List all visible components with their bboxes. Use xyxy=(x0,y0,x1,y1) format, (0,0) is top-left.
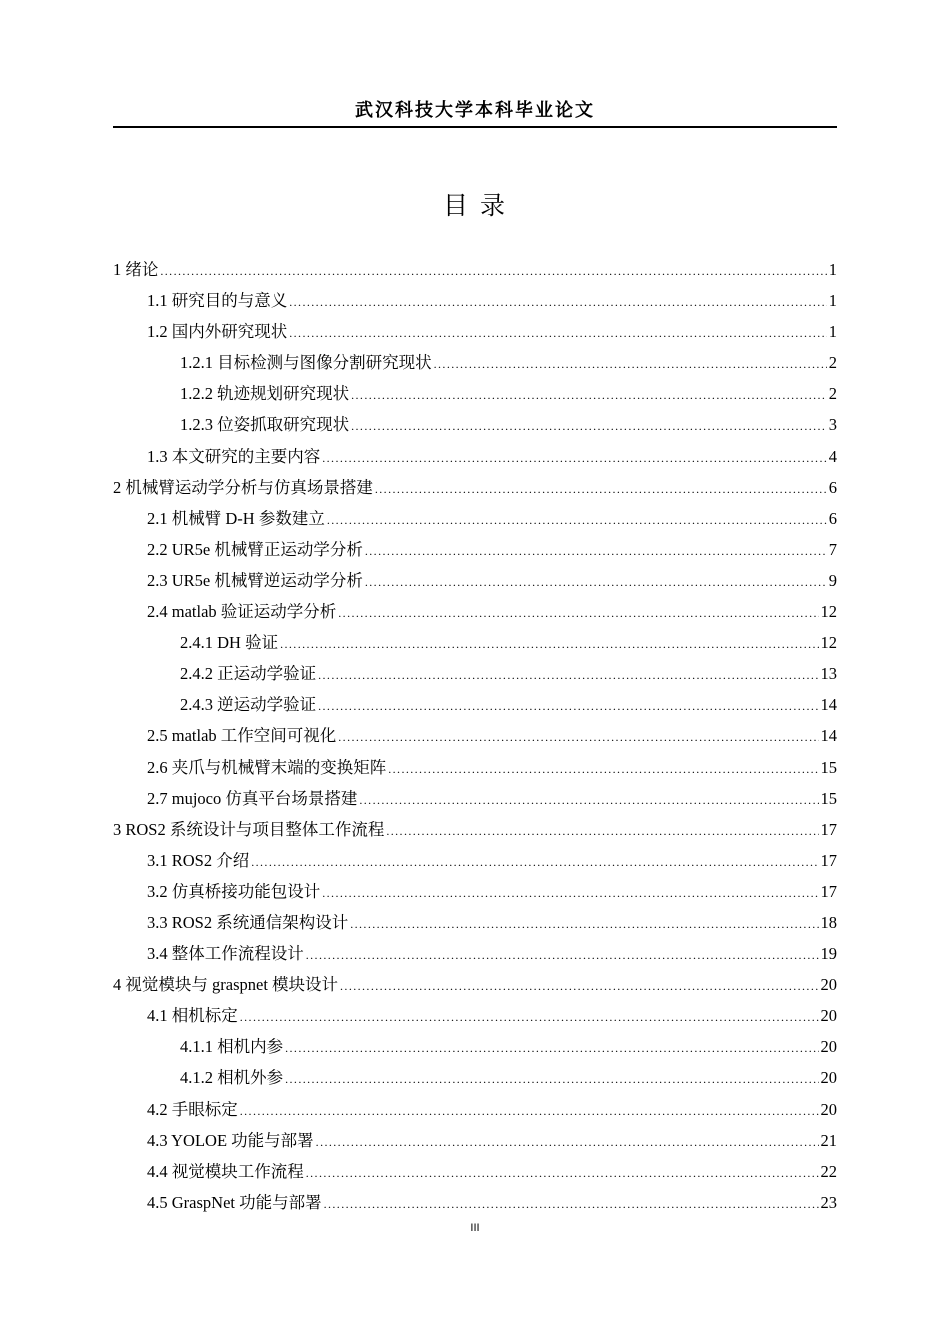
toc-dot-leader xyxy=(338,731,818,743)
toc-dot-leader xyxy=(285,1042,818,1054)
toc-entry-label: 4.2 手眼标定 xyxy=(147,1099,238,1119)
toc-entry[interactable] xyxy=(113,660,837,691)
toc-list xyxy=(113,256,837,1220)
toc-entry-label: 2.1 机械臂 D-H 参数建立 xyxy=(147,508,325,528)
toc-dot-leader xyxy=(386,825,818,837)
toc-entry[interactable] xyxy=(113,691,837,722)
toc-entry-page: 4 xyxy=(828,446,837,466)
toc-entry-page: 20 xyxy=(820,1006,837,1026)
toc-entry-page: 2 xyxy=(828,353,837,373)
toc-entry[interactable] xyxy=(113,411,837,442)
toc-entry[interactable] xyxy=(113,909,837,940)
toc-entry-label: 4.4 视觉模块工作流程 xyxy=(147,1161,304,1181)
toc-dot-leader xyxy=(318,700,818,712)
toc-entry[interactable] xyxy=(113,1127,837,1158)
toc-dot-leader xyxy=(324,1198,819,1210)
page-number: III xyxy=(470,1222,480,1234)
toc-entry-label: 4.1.1 相机内参 xyxy=(180,1037,284,1057)
toc-entry[interactable] xyxy=(113,1064,837,1095)
toc-dot-leader xyxy=(375,483,827,495)
toc-entry-label: 2 机械臂运动学分析与仿真场景搭建 xyxy=(113,477,373,497)
toc-entry-page: 12 xyxy=(820,602,837,622)
toc-entry-page: 17 xyxy=(820,850,837,870)
toc-entry[interactable] xyxy=(113,443,837,474)
toc-dot-leader xyxy=(340,980,818,992)
toc-entry-label: 4 视觉模块与 graspnet 模块设计 xyxy=(113,975,339,995)
toc-entry[interactable] xyxy=(113,940,837,971)
toc-entry-page: 12 xyxy=(820,633,837,653)
toc-entry-label: 3.1 ROS2 介绍 xyxy=(147,850,250,870)
toc-entry-label: 4.1 相机标定 xyxy=(147,1006,238,1026)
toc-entry-page: 20 xyxy=(820,1037,837,1057)
toc-entry[interactable] xyxy=(113,474,837,505)
toc-entry[interactable] xyxy=(113,878,837,909)
toc-entry-page: 19 xyxy=(820,944,837,964)
toc-dot-leader xyxy=(365,545,827,557)
toc-entry-label: 2.6 夹爪与机械臂末端的变换矩阵 xyxy=(147,757,387,777)
toc-dot-leader xyxy=(280,638,818,650)
toc-entry-label: 3.3 ROS2 系统通信架构设计 xyxy=(147,912,349,932)
toc-entry[interactable] xyxy=(113,754,837,785)
header-rule xyxy=(113,126,837,128)
toc-entry-page: 17 xyxy=(820,819,837,839)
toc-entry[interactable] xyxy=(113,1033,837,1064)
toc-entry[interactable] xyxy=(113,598,837,629)
toc-entry-page: 21 xyxy=(820,1130,837,1150)
toc-entry[interactable] xyxy=(113,567,837,598)
toc-entry-page: 1 xyxy=(828,260,837,279)
toc-entry-label: 4.5 GraspNet 功能与部署 xyxy=(147,1192,322,1212)
toc-entry-label: 2.4.3 逆运动学验证 xyxy=(180,695,317,715)
toc-entry-page: 15 xyxy=(820,757,837,777)
toc-entry-page: 22 xyxy=(820,1161,837,1181)
toc-dot-leader xyxy=(338,607,818,619)
toc-entry-page: 20 xyxy=(820,1068,837,1088)
toc-entry[interactable] xyxy=(113,256,837,287)
toc-dot-leader xyxy=(289,296,827,308)
toc-entry-label: 3 ROS2 系统设计与项目整体工作流程 xyxy=(113,819,385,839)
toc-title: 目 录 xyxy=(443,191,507,220)
toc-entry[interactable] xyxy=(113,1189,837,1220)
toc-dot-leader xyxy=(350,918,818,930)
toc-entry-label: 2.2 UR5e 机械臂正运动学分析 xyxy=(147,539,363,559)
toc-entry-label: 1.2.2 轨迹规划研究现状 xyxy=(180,384,350,404)
toc-dot-leader xyxy=(251,856,818,868)
toc-entry-page: 6 xyxy=(828,508,837,528)
toc-dot-leader xyxy=(285,1073,818,1085)
toc-dot-leader xyxy=(365,576,827,588)
toc-dot-leader xyxy=(322,887,818,899)
toc-entry-label: 1.2.1 目标检测与图像分割研究现状 xyxy=(180,353,432,373)
toc-dot-leader xyxy=(160,265,826,277)
toc-entry-page: 20 xyxy=(820,1099,837,1119)
toc-entry[interactable] xyxy=(113,349,837,380)
toc-entry[interactable] xyxy=(113,1002,837,1033)
toc-entry-page: 3 xyxy=(828,415,837,435)
toc-entry[interactable] xyxy=(113,287,837,318)
toc-entry-page: 23 xyxy=(820,1192,837,1212)
toc-entry[interactable] xyxy=(113,722,837,753)
toc-entry-page: 9 xyxy=(828,570,837,590)
toc-entry-label: 2.4.1 DH 验证 xyxy=(180,633,279,653)
toc-dot-leader xyxy=(322,452,827,464)
toc-entry-page: 2 xyxy=(828,384,837,404)
toc-entry[interactable] xyxy=(113,536,837,567)
toc-entry-page: 20 xyxy=(820,975,837,995)
toc-dot-leader xyxy=(359,794,818,806)
toc-entry-page: 7 xyxy=(828,539,837,559)
toc-entry[interactable] xyxy=(113,847,837,878)
toc-dot-leader xyxy=(434,358,827,370)
toc-dot-leader xyxy=(306,949,819,961)
toc-dot-leader xyxy=(316,1136,819,1148)
toc-dot-leader xyxy=(240,1105,819,1117)
toc-entry-label: 2.4 matlab 验证运动学分析 xyxy=(147,602,337,622)
toc-entry-label: 1.3 本文研究的主要内容 xyxy=(147,446,321,466)
toc-entry-label: 1.2.3 位姿抓取研究现状 xyxy=(180,415,350,435)
toc-dot-leader xyxy=(327,514,827,526)
toc-dot-leader xyxy=(240,1011,819,1023)
toc-entry-page: 14 xyxy=(820,695,837,715)
toc-entry-label: 4.3 YOLOE 功能与部署 xyxy=(147,1130,314,1150)
toc-entry-page: 6 xyxy=(828,477,837,497)
toc-entry-page: 1 xyxy=(828,291,837,311)
toc-entry-label: 2.5 matlab 工作空间可视化 xyxy=(147,726,337,746)
toc-entry-label: 2.4.2 正运动学验证 xyxy=(180,664,317,684)
toc-entry[interactable] xyxy=(113,505,837,536)
toc-dot-leader xyxy=(306,1167,819,1179)
toc-entry-page: 1 xyxy=(828,322,837,342)
toc-entry-label: 1 绪论 xyxy=(113,260,159,279)
toc-entry-label: 2.3 UR5e 机械臂逆运动学分析 xyxy=(147,570,363,590)
toc-dot-leader xyxy=(388,763,818,775)
toc-entry[interactable] xyxy=(113,816,837,847)
toc-entry-page: 17 xyxy=(820,881,837,901)
toc-entry-label: 1.1 研究目的与意义 xyxy=(147,291,288,311)
toc-entry-page: 18 xyxy=(820,912,837,932)
toc-dot-leader xyxy=(351,420,827,432)
toc-dot-leader xyxy=(351,389,827,401)
toc-entry-label: 1.2 国内外研究现状 xyxy=(147,322,288,342)
toc-entry[interactable] xyxy=(113,318,837,349)
toc-entry-label: 4.1.2 相机外参 xyxy=(180,1068,284,1088)
page-header-title: 武汉科技大学本科毕业论文 xyxy=(355,100,595,121)
toc-entry[interactable] xyxy=(113,1096,837,1127)
toc-entry[interactable] xyxy=(113,380,837,411)
toc-dot-leader xyxy=(318,669,818,681)
toc-entry-page: 13 xyxy=(820,664,837,684)
toc-entry-label: 2.7 mujoco 仿真平台场景搭建 xyxy=(147,788,358,808)
toc-entry[interactable] xyxy=(113,971,837,1002)
toc-entry[interactable] xyxy=(113,629,837,660)
toc-entry-label: 3.2 仿真桥接功能包设计 xyxy=(147,881,321,901)
toc-dot-leader xyxy=(289,327,827,339)
toc-entry[interactable] xyxy=(113,785,837,816)
toc-entry-page: 14 xyxy=(820,726,837,746)
toc-entry[interactable] xyxy=(113,1158,837,1189)
toc-entry-page: 15 xyxy=(820,788,837,808)
toc-entry-label: 3.4 整体工作流程设计 xyxy=(147,944,304,964)
